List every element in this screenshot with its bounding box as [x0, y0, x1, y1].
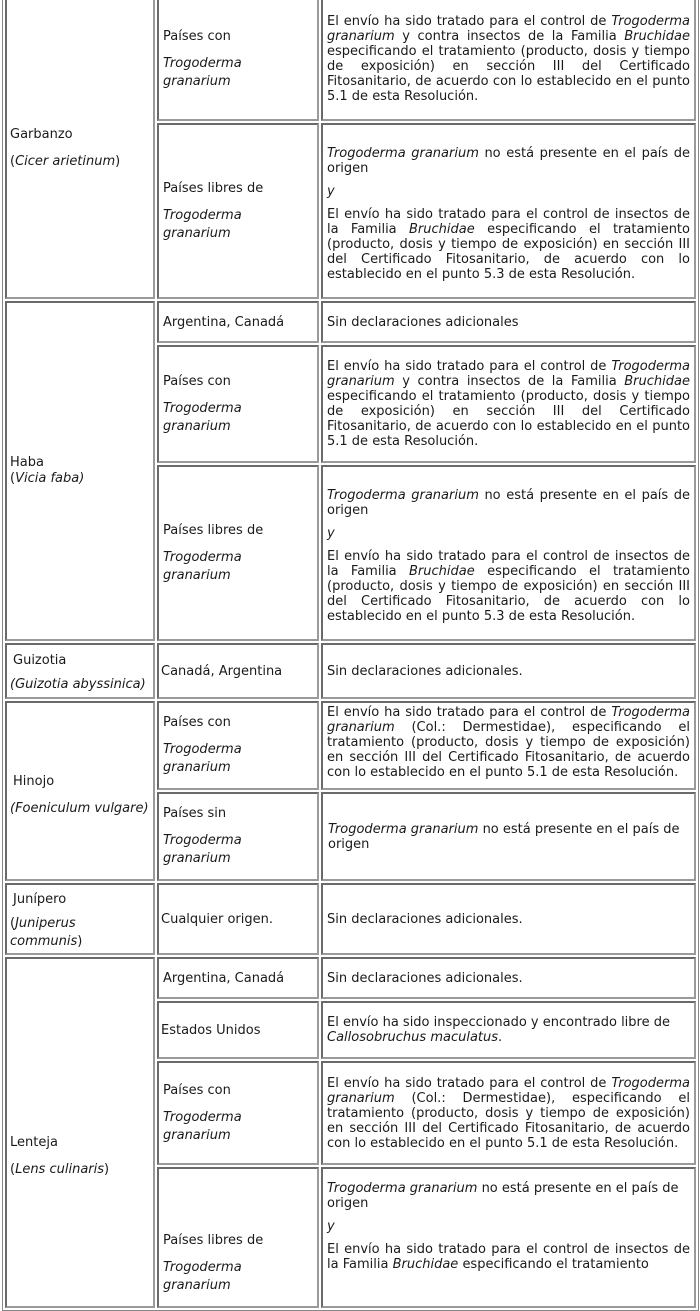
origin-pest: Trogoderma granarium — [163, 207, 242, 241]
origin-cell — [157, 345, 319, 463]
origin-label: Países libres de — [163, 1233, 264, 1248]
crop-scientific-name: Juniperus communis — [10, 916, 78, 949]
origin-cell — [157, 465, 319, 641]
origin-cell — [157, 957, 319, 999]
requirement-cell: Sin declaraciones adicionales. — [321, 643, 696, 699]
origin-label: Cualquier origen. — [161, 911, 274, 927]
origin-pest: Trogoderma granarium — [163, 1260, 242, 1293]
requirement-cell: Trogoderma granarium no está presente en el país de origen y El envío ha sido tratado para el control de insectos de la Familia Bruchidae especificando el tratamiento (producto, dosis y tiempo de exposición) en sección III del Certificado Fitosanitario, de acuerdo con lo establecido en el punto 5.3 de esta Resolución. — [321, 465, 696, 641]
crop-cell: Junípero (Juniperus communis) — [5, 883, 155, 955]
requirement-cell: Trogoderma granarium no está presente en el país de origen — [321, 792, 696, 881]
table-row — [5, 883, 696, 955]
crop-cell — [5, 701, 155, 881]
origin-cell — [157, 1001, 319, 1059]
table-row — [5, 957, 696, 999]
origin-label: Países con — [163, 1082, 231, 1098]
crop-scientific-name: Cicer arietinum — [15, 153, 116, 169]
requirement-cell: Sin declaraciones adicionales — [321, 301, 696, 343]
origin-cell — [157, 792, 319, 881]
table-row — [5, 301, 696, 343]
crop-name: Guizotia — [13, 653, 67, 668]
crop-cell: Garbanzo (Cicer arietinum) — [5, 0, 155, 299]
origin-cell — [157, 301, 319, 343]
requirement-cell: Sin declaraciones adicionales. — [321, 883, 696, 955]
origin-cell — [157, 701, 319, 790]
origin-pest: Trogoderma granarium — [163, 549, 242, 583]
crop-cell: Haba (Vicia faba) — [5, 301, 155, 641]
origin-pest: Trogoderma granarium — [163, 833, 242, 866]
requirement-cell: Trogoderma granarium no está presente en el país de origen y El envío ha sido tratado para el control de insectos de la Familia Bruchidae especificando el tratamiento — [321, 1167, 696, 1308]
origin-label: Argentina, Canadá — [163, 314, 285, 330]
origin-label: Argentina, Canadá — [163, 970, 285, 986]
crop-name: Haba — [10, 455, 44, 470]
table-row — [5, 701, 696, 790]
origin-label: Canadá, Argentina — [161, 663, 283, 679]
crop-name: Junípero — [13, 892, 67, 907]
origin-label: Países sin — [163, 806, 227, 821]
origin-pest: Trogoderma granarium — [163, 400, 242, 434]
requirement-cell: El envío ha sido tratado para el control de Trogoderma granarium y contra insectos de la Familia Bruchidae especificando el tratamiento (producto, dosis y tiempo de exposición) en sección III del Certificado Fitosanitario, de acuerdo con lo establecido en el punto 5.1 de esta Resolución. — [321, 345, 696, 463]
requirement-cell: Trogoderma granarium no está presente en el país de origen y El envío ha sido tratado para el control de insectos de la Familia Bruchidae especificando el tratamiento (producto, dosis y tiempo de exposición) en sección III del Certificado Fitosanitario, de acuerdo con lo establecido en el punto 5.3 de esta Resolución. — [321, 123, 696, 299]
crop-scientific-name: Lens culinaris — [15, 1162, 105, 1177]
origin-pest: Trogoderma granarium — [163, 55, 242, 89]
origin-cell — [157, 643, 319, 699]
crop-scientific-name: (Guizotia abyssinica) — [10, 677, 146, 692]
crop-name: Garbanzo — [10, 126, 73, 142]
origin-cell — [157, 0, 319, 121]
origin-label: Países con — [163, 373, 231, 389]
origin-label: Estados Unidos — [161, 1022, 261, 1038]
crop-cell — [5, 643, 155, 699]
origin-label: Países con — [163, 28, 231, 44]
requirement-cell: El envío ha sido inspeccionado y encontrado libre de Callosobruchus maculatus. — [321, 1001, 696, 1059]
crop-name: Lenteja — [10, 1135, 58, 1150]
origin-pest: Trogoderma granarium — [163, 742, 242, 775]
origin-cell — [157, 1167, 319, 1308]
origin-pest: Trogoderma granarium — [163, 1109, 242, 1143]
origin-cell — [157, 1061, 319, 1165]
origin-cell — [157, 883, 319, 955]
crop-scientific-name: Vicia faba — [15, 471, 80, 486]
crop-name: Hinojo — [13, 774, 55, 789]
table-row — [5, 0, 696, 121]
origin-label: Países libres de — [163, 180, 264, 196]
crop-cell: Lenteja (Lens culinaris) — [5, 957, 155, 1308]
origin-cell — [157, 123, 319, 299]
requirement-cell: El envío ha sido tratado para el control de Trogoderma granarium (Col.: Dermestidae), especificando el tratamiento (producto, dosis y tiempo de exposición) en sección III del Certificado Fitosanitario, de acuerdo con lo establecido en el punto 5.1 de esta Resolución. — [321, 1061, 696, 1165]
crop-scientific-name: (Foeniculum vulgare) — [10, 801, 149, 816]
origin-label: Países libres de — [163, 522, 264, 538]
requirement-cell: El envío ha sido tratado para el control de Trogoderma granarium y contra insectos de la Familia Bruchidae especificando el tratamiento (producto, dosis y tiempo de exposición) en sección III del Certificado Fitosanitario, de acuerdo con lo establecido en el punto 5.1 de esta Resolución. — [321, 0, 696, 121]
phytosanitary-requirements-table — [2, 0, 699, 1311]
requirement-cell: El envío ha sido tratado para el control de Trogoderma granarium (Col.: Dermestidae), especificando el tratamiento (producto, dosis y tiempo de exposición) en sección III del Certificado Fitosanitario, de acuerdo con lo establecido en el punto 5.1 de esta Resolución. — [321, 701, 696, 790]
requirement-cell: Sin declaraciones adicionales. — [321, 957, 696, 999]
table-row — [5, 643, 696, 699]
origin-label: Países con — [163, 715, 231, 730]
